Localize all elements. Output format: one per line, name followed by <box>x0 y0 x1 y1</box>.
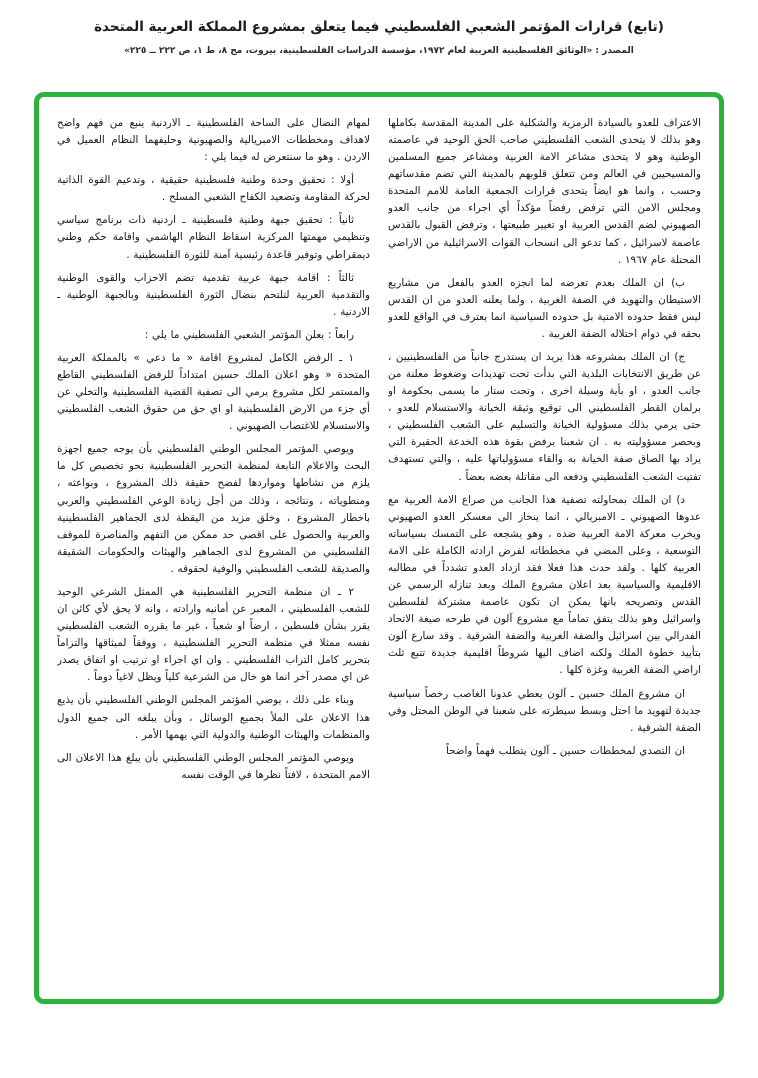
paragraph: ويوصي المؤتمر المجلس الوطني الفلسطيني بأن يوجه جميع اجهزة البحث والاعلام التابعة لمنظمة التحرير الفلسطينية نحو تخصيص كل ما يلزم من نشاطها ومواردها لفضح حقيقة ذلك المشروع ، وبواعثه ، ومنطوياته ، ونتائجه ، وذلك من أجل زيادة الوعي الفلسطيني والعربي باخطار المشروع ، وخلق مزيد من اليقظة لدى الجماهير الفلسطينية والعربية والحصول على اقصى حد ممكن من التفهم والمناصرة للموقف الفلسطيني من المشروع لدى الجماهير والهيئات والحكومات الشقيقة والصديقة للشعب الفلسطيني والوفية لحقوقه . <box>57 443 370 575</box>
paragraph: وبناء على ذلك ، يوصي المؤتمر المجلس الوطني الفلسطيني بأن يذيع هذا الاعلان على الملأ بجميع الوسائل ، وبأن يبلغه الى جميع الدول والمنظمات والهيئات الوطنية والدولية التي يهمها الأمر . <box>57 694 370 741</box>
text-column-left <box>57 115 370 953</box>
paragraph: ويوصي المؤتمر المجلس الوطني الفلسطيني بأن يبلغ هذا الاعلان الى الامم المتحدة ، لافتاً نظرها في الوقت نفسه <box>57 751 370 781</box>
paragraph: رابعاً : يعلن المؤتمر الشعبي الفلسطيني ما يلي : <box>144 328 354 341</box>
document-frame <box>34 92 724 1004</box>
text-column-right <box>388 115 701 953</box>
paragraph: ثالثاً : اقامة جبهة عربية تقدمية تضم الاحزاب والقوى الوطنية والتقدمية العربية لتلتحم بنضال الثورة الفلسطينية وبالجبهة الوطنية ـ الاردنية . <box>57 271 370 318</box>
paragraph: ١ ـ الرفض الكامل لمشروع اقامة « ما دعي » بالمملكة العربية المتحدة « وهو اعلان الملك حسين امتداداً للرفض الفلسطيني القاطع والمستمر لكل مشروع يرمي الى تصفية القضية الفلسطينية والتخلي عن أي جزء من الارض الفلسطينية او اي حق من حقوق الشعب الفلسطيني والاستسلام للاغتصاب الصهيوني . <box>57 351 370 433</box>
paragraph: ثانياً : تحقيق جبهة وطنية فلسطينية ـ اردنية ذات برنامج سياسي وتنظيمي مهمتها المركزية اسقاط النظام الهاشمي واقامة حكم وطني ديمقراطي وتوفير قاعدة رئيسية آمنة للثورة الفلسطينية . <box>57 214 370 261</box>
paragraph: د) ان الملك بمحاولته تصفية هذا الجانب من صراع الامة العربية مع عدوها الصهيوني ـ الامبريالي ، انما ينحاز الى معسكر العدو الصهيوني ويخرب معركة الامة العربية ضده ، وهو يشجعه على التمسك بسياساته التوسعية ، وعلى المضي في مخططاته لفرض ارادته الكاملة على الامة العربية كلها . ولقد حدث هذا فعلا فقد ازداد العدو تشدداً في مطالبه الاقليمية والسياسية بعد اعلان مشروع الملك وبعد تنازله الرسمي عن القدس وتصريحه بانها يمكن ان تكون عاصمة مشتركة لفلسطين واسرائيل وهو بذلك يتفق تماماً مع مشروع آلون في طرحه صيغة الاتحاد الفدرالي بين اسرائيل والضفة الغربية والضفة الشرقية . وقد سارع آلون بتأييد خطوة الملك ولكنه اضاف اليها شروطاً اقليمية جديدة تتبع ثلث اراضي الضفة الغربية وغزة كلها . <box>388 493 701 677</box>
document-body <box>39 97 719 967</box>
document-title: (تابع) قرارات المؤتمر الشعبي الفلسطيني فيما يتعلق بمشروع المملكة العربية المتحدة <box>94 19 664 35</box>
paragraph: الاعتراف للعدو بالسيادة الرمزية والشكلية على المدينة المقدسة بكاملها وهو بذلك لا يتحدى الشعب الفلسطيني صاحب الحق الوحيد في عاصمته الوطنية وهو لا يتحدى مشاعر الامة العربية ومشاعر جميع المسلمين والمسيحيين في العالم ومن تتعلق قلوبهم بالمدينة التي تضم مقدساتهم وحسب ، وانما هو ايضاً يتحدى قرارات الجمعية العامة للامم المتحدة ومجلس الامن التي ترفض رفضاً مؤكداً أي اجراء من جانب العدو الصهيوني لضم القدس العربية او تغيير طبيعتها ، وترفض القبول بالقدس عاصمة لاسرائيل ، كما تدعو الى انسحاب القوات الاسرائيلية من الاراضي المحتلة عام ١٩٦٧ . <box>388 117 701 266</box>
paragraph: أولا : تحقيق وحدة وطنية فلسطينية حقيقية ، وتدعيم القوة الذاتية لحركة المقاومة وتصعيد الكفاح الشعبي المسلح . <box>57 174 370 204</box>
paragraph: ج) ان الملك بمشروعه هذا يريد ان يستدرج جانباً من الفلسطينيين ، عن طريق الانتخابات البلدية التي بدأت تحت تهديدات وضغوط معلنة من جانب العدو ، او بأية وسيلة اخرى ، وتحت ستار ما يسمى بحكومة او برلمان القطر الفلسطيني الى توقيع وثيقة الخيانة والاستسلام للعدو ، حتى يرمي بذلك مسؤولية الخيانة والتسليم على الشعب الفلسطيني ، وبحصر مسؤوليته به . ان شعبنا يرفض بقوة هذه الخدعة الحقيرة التي يراد بها الصاق صفة الخيانة به والقاء مسؤولياتها عليه ، والتي تستهدف تفتيت الشعب الفلسطيني ودفعه الى مقاتلة بعضه بعضاً . <box>388 351 701 483</box>
paragraph: ان التصدي لمخططات حسين ـ آلون يتطلب فهماً واضحاً <box>445 744 685 757</box>
paragraph: ب) ان الملك بعدم تعرضه لما انجزه العدو بالفعل من مشاريع الاستيطان والتهويد في الضفة الغربية ، ولما يعلنه العدو من ان القدس ليس فقط حدوده الامنية بل حدوده السياسية انما يعترف في الواقع للعدو بحقه في دوام احتلاله الضفة الغربية . <box>388 276 701 340</box>
paragraph: ان مشروع الملك حسين ـ آلون يعطي عدونا الغاصب رخصاً سياسية جديدة لتهويد ما احتل وبسط سيطرته على شعبنا في الوطن المحتل وفي الضفة الشرقية . <box>388 687 701 734</box>
source-line: المصدر : «الوثائق الفلسطينية العربية لعام ١٩٧٢، مؤسسة الدراسات الفلسطينية، بيروت، مج ٨، ط ١، ص ٢٢٢ ــ ٢٢٥» <box>124 45 634 56</box>
paragraph: ٢ ـ ان منظمة التحرير الفلسطينية هي الممثل الشرعي الوحيد للشعب الفلسطيني ، المعبر عن أمانيه وارادته ، وانه لا يحق لأي كائن ان يقرر بشأن فلسطين ، ارضاً او شعباً ، غير ما يقرره الشعب الفلسطيني نفسه ممثلا في منظمة التحرير الفلسطينية ، ووفقاً لميثاقها والتزاماً بتحرير كامل التراب الفلسطيني . وان اي اجراء او ترتيب او اتفاق يصدر عن اي مصدر آخر انما هو خال من الشرعية كلياً ويظل لاغياً دوماً . <box>57 585 370 684</box>
document-header <box>0 0 758 57</box>
paragraph: لمهام النضال على الساحة الفلسطينية ـ الاردنية ينبع من فهم واضح لاهداف ومخططات الامبريالية والصهيونية وحليفهما النظام العميل في الاردن . وهو ما سنتعرض له فيما يلي : <box>57 117 370 164</box>
